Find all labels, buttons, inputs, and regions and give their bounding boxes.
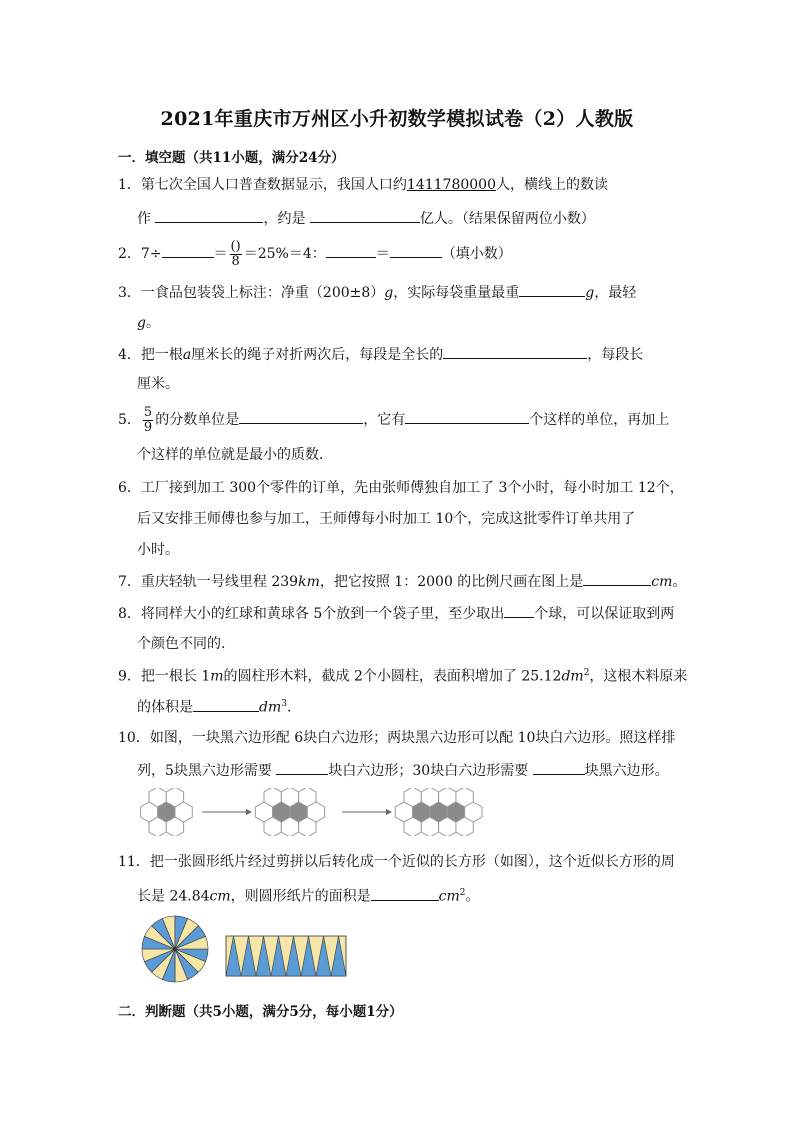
question-6-line-1: 6．工厂接到加工 300个零件的订单，先由张师傅独自加工了 3个小时，每小时加工 12个，: [118, 480, 684, 496]
section-heading-fill-blank: 一．填空题（共11小题，满分24分）: [118, 150, 345, 166]
approximate-rectangle: [226, 936, 346, 976]
white-hexagon: [395, 802, 412, 822]
question-9-line-1: 9．把一根长 1m的圆柱形木料，截成 2个小圆柱，表面积增加了 $25.12dm^2$，这根木料原来: [118, 668, 688, 685]
black-hexagon: [413, 802, 430, 822]
question-10-line-1: 10．如图，一块黑六边形配 6块白六边形；两块黑六边形可以配 10块白六边形。照这样排: [118, 730, 676, 746]
question-4-line-2: 厘米。: [137, 376, 179, 392]
question-6-line-2: 后又安排王师傅也参与加工，王师傅每小时加工 10个，完成这批零件订单共用了: [137, 511, 636, 527]
answer-blank[interactable]: [155, 208, 263, 223]
question-1-line-2: 作 ，约是 亿人。（结果保留两位小数）: [137, 208, 697, 228]
question-11-line-1: 11．把一张圆形纸片经过剪拼以后转化成一个近似的长方形（如图），这个近似长方形的周: [118, 854, 675, 870]
black-hexagon: [273, 802, 290, 822]
question-9-line-2: 的体积是 $dm^3$.: [137, 695, 697, 717]
answer-blank[interactable]: [371, 886, 439, 901]
answer-blank[interactable]: [239, 409, 363, 424]
answer-blank[interactable]: [519, 282, 585, 297]
white-hexagon: [175, 802, 192, 822]
question-6-line-3: 小时。: [137, 542, 179, 558]
answer-blank[interactable]: [162, 243, 214, 258]
answer-blank[interactable]: [583, 571, 651, 586]
black-hexagon: [290, 802, 307, 822]
black-hexagon: [447, 802, 464, 822]
black-hexagon: [430, 802, 447, 822]
answer-blank[interactable]: [193, 697, 259, 712]
answer-blank[interactable]: [443, 344, 587, 359]
white-hexagon: [307, 802, 324, 822]
fraction: $\frac{5}{9}$: [143, 404, 153, 435]
page-title: 2021年重庆市万州区小升初数学模拟试卷（2）人教版: [160, 108, 634, 130]
arrow-head-icon: [386, 809, 392, 815]
question-10-line-2: 列，5块黑六边形需要 块白六边形；30块白六边形需要 块黑六边形。: [137, 760, 697, 780]
question-5-line-1: 5． $\frac{5}{9}$ 的分数单位是 ，它有 个这样的单位，再加上: [118, 404, 670, 435]
hexagon-pattern-figure: [140, 788, 500, 836]
answer-blank[interactable]: [276, 760, 328, 775]
black-hexagon: [158, 802, 175, 822]
question-7: 7．重庆轻轨一号线里程 239km，把它按照 1：2000 的比例尺画在图上是 cm。: [118, 571, 678, 591]
question-2: 2．7÷ ＝ $\frac{()}{8}$ ＝25%＝4： ＝ （填小数）: [118, 238, 512, 269]
answer-blank[interactable]: [504, 603, 534, 618]
answer-blank[interactable]: [326, 243, 376, 258]
white-hexagon: [140, 802, 157, 822]
question-1-line-1: 1．第七次全国人口普查数据显示，我国人口约1411780000人，横线上的数读: [118, 177, 608, 193]
arrow-head-icon: [246, 809, 252, 815]
answer-blank[interactable]: [310, 208, 420, 223]
white-hexagon: [465, 802, 482, 822]
answer-blank[interactable]: [405, 409, 529, 424]
section-heading-true-false: 二．判断题（共5小题，满分5分，每小题1分）: [118, 1004, 403, 1020]
question-3-line-2: g。: [137, 315, 160, 331]
question-11-line-2: 长是 24.84cm，则圆形纸片的面积是 $cm^2$。: [137, 884, 697, 906]
sector-circle: [142, 916, 208, 982]
answer-blank[interactable]: [390, 243, 442, 258]
fraction: $\frac{()}{8}$: [230, 238, 241, 269]
circle-to-rectangle-figure: [140, 914, 380, 984]
question-4-line-1: 4．把一根a厘米长的绳子对折两次后，每段是全长的 ，每段长: [118, 344, 678, 364]
white-hexagon: [255, 802, 272, 822]
question-5-line-2: 个这样的单位就是最小的质数．: [137, 447, 333, 463]
question-3-line-1: 3．一食品包装袋上标注：净重（200±8）g，实际每袋重量最重 g，最轻: [118, 282, 678, 302]
answer-blank[interactable]: [533, 760, 585, 775]
question-8-line-2: 个颜色不同的.: [137, 636, 226, 652]
question-8-line-1: 8．将同样大小的红球和黄球各 5个放到一个袋子里，至少取出 个球，可以保证取到两: [118, 603, 678, 623]
